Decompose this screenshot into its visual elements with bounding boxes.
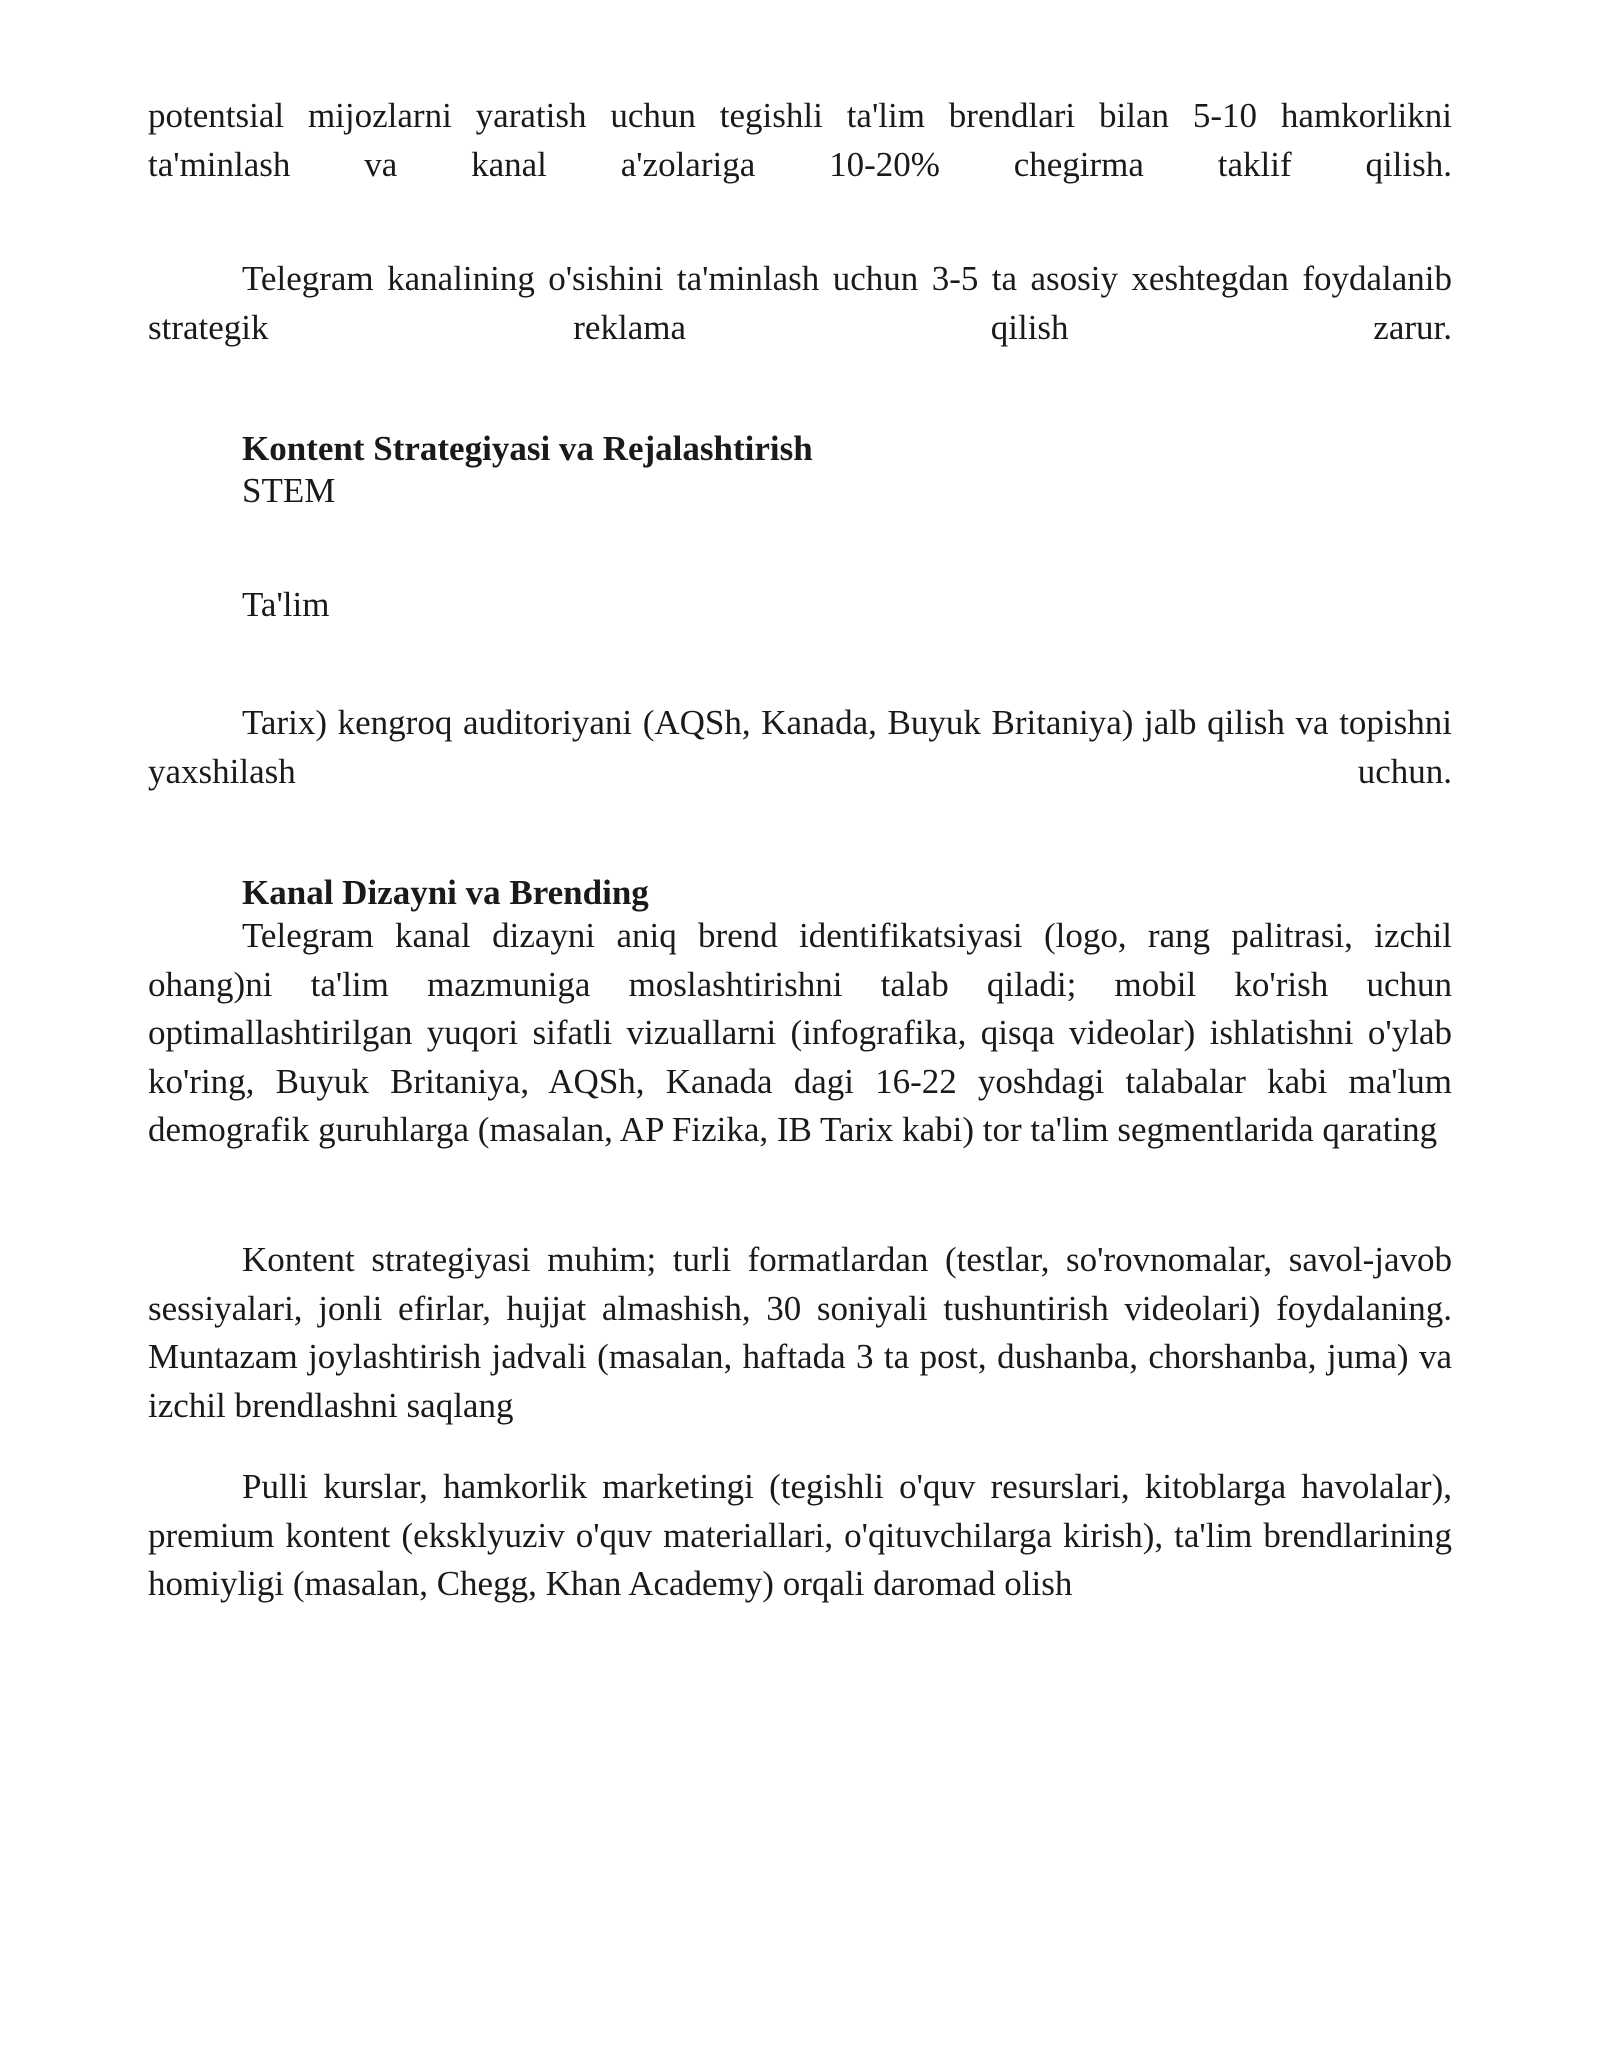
section-heading-channel-design: Kanal Dizayni va Brending — [242, 873, 649, 912]
paragraph-content-formats: Kontent strategiyasi muhim; turli formatlardan (testlar, so'rovnomalar, savol-javob sessiyalari, jonli efirlar, hujjat almashish, 30 soniyali tushuntirish videolari) foydalaning. Muntazam joylashtirish jadvali (masalan, haftada 3 ta post, dushanba, chorshanba, juma) va izchil brendlashni saqlang — [148, 1240, 1452, 1425]
text-stem: STEM — [242, 471, 336, 510]
paragraph-telegram-growth: Telegram kanalining o'sishini ta'minlash uchun 3-5 ta asosiy xeshtegdan foydalanib strategik reklama qilish zarur. — [148, 259, 1452, 347]
paragraph-channel-design: Telegram kanal dizayni aniq brend identifikatsiyasi (logo, rang palitrasi, izchil ohang)ni ta'lim mazmuniga moslashtirishni talab qiladi; mobil ko'rish uchun optimallashtirilgan yuqori sifatli vizuallarni (infografika, qisqa videolar) ishlatishni o'ylab ko'ring, Buyuk Britaniya, AQSh, Kanada dagi 16-22 yoshdagi talabalar kabi ma'lum demografik guruhlarga (masalan, AP Fizika, IB Tarix kabi) tor ta'lim segmentlarida qarating — [148, 916, 1452, 1149]
text-talim: Ta'lim — [242, 585, 330, 624]
paragraph-partnerships: potentsial mijozlarni yaratish uchun tegishli ta'lim brendlari bilan 5-10 hamkorlikni ta'minlash va kanal a'zolariga 10-20% chegirma taklif qilish. — [148, 96, 1452, 184]
paragraph-audience: Tarix) kengroq auditoriyani (AQSh, Kanada, Buyuk Britaniya) jalb qilish va topishni yaxshilash uchun. — [148, 703, 1452, 791]
section-heading-content-strategy: Kontent Strategiyasi va Rejalashtirish — [242, 429, 813, 468]
paragraph-monetization: Pulli kurslar, hamkorlik marketingi (tegishli o'quv resurslari, kitoblarga havolalar), premium kontent (eksklyuziv o'quv materiallari, o'qituvchilarga kirish), ta'lim brendlarining homiyligi (masalan, Chegg, Khan Academy) orqali daromad olish — [148, 1467, 1452, 1603]
